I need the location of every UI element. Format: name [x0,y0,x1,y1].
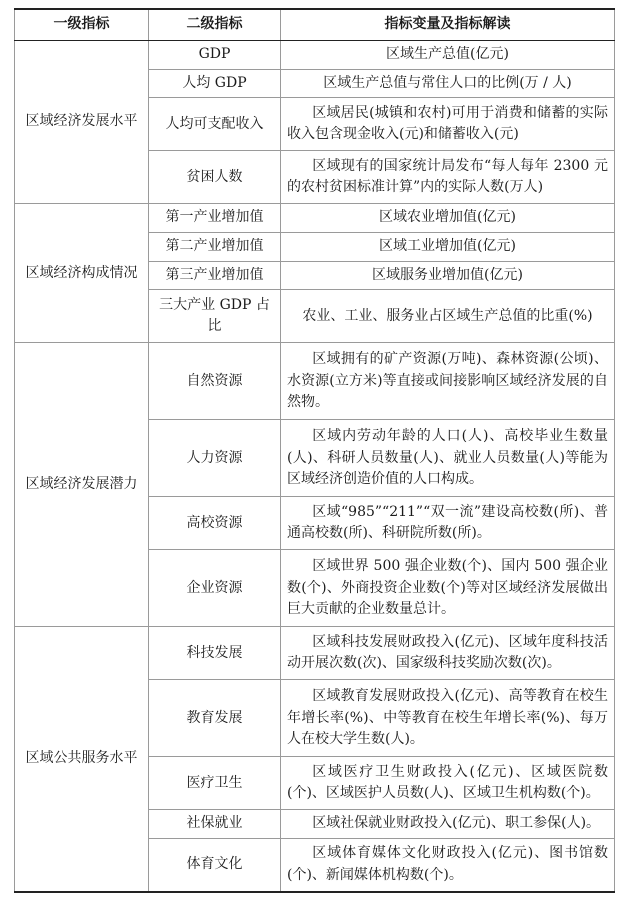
sub-indicator: 贫困人数 [149,151,281,204]
indicator-description: 区域拥有的矿产资源(万吨)、森林资源(公顷)、水资源(立方米)等直接或间接影响区域经济发展的自然物。 [281,343,615,420]
sub-indicator: 教育发展 [149,680,281,757]
table-row [15,627,615,680]
sub-indicator: 企业资源 [149,550,281,627]
indicator-description: 区域农业增加值(亿元) [281,204,615,233]
sub-indicator: 自然资源 [149,343,281,420]
indicator-description: 区域“985”“211”“双一流”建设高校数(所)、普通高校数(所)、科研院所数(所)。 [281,497,615,550]
indicator-description: 区域生产总值(亿元) [281,41,615,70]
sub-indicator: 三大产业 GDP 占比 [149,290,281,343]
sub-indicator: 人均可支配收入 [149,98,281,151]
sub-indicator: 高校资源 [149,497,281,550]
header-description: 指标变量及指标解读 [281,9,615,41]
indicator-description: 区域工业增加值(亿元) [281,233,615,262]
header-level2: 二级指标 [149,9,281,41]
table-row [15,343,615,420]
sub-indicator: 第二产业增加值 [149,233,281,262]
sub-indicator: 第一产业增加值 [149,204,281,233]
group-name: 区域经济发展潜力 [15,343,149,627]
group-name: 区域经济构成情况 [15,204,149,343]
sub-indicator: 社保就业 [149,810,281,839]
indicator-description: 区域社保就业财政投入(亿元)、职工参保(人)。 [281,810,615,839]
group-name: 区域公共服务水平 [15,627,149,892]
indicator-description: 区域服务业增加值(亿元) [281,261,615,290]
sub-indicator: 人力资源 [149,420,281,497]
header-level1: 一级指标 [15,9,149,41]
indicator-description: 区域生产总值与常住人口的比例(万 / 人) [281,69,615,98]
table-row [15,41,615,70]
indicator-description: 区域医疗卫生财政投入(亿元)、区域医院数(个)、区域医护人员数(人)、区域卫生机构数(个)。 [281,757,615,810]
indicator-description: 区域世界 500 强企业数(个)、国内 500 强企业数(个)、外商投资企业数(个)等对区域经济发展做出巨大贡献的企业数量总计。 [281,550,615,627]
indicator-description: 区域居民(城镇和农村)可用于消费和储蓄的实际收入包含现金收入(元)和储蓄收入(元) [281,98,615,151]
header-row [15,9,615,41]
sub-indicator: GDP [149,41,281,70]
group-name: 区域经济发展水平 [15,41,149,204]
indicator-table-container [14,8,614,893]
sub-indicator: 医疗卫生 [149,757,281,810]
sub-indicator: 科技发展 [149,627,281,680]
table-row [15,204,615,233]
sub-indicator: 人均 GDP [149,69,281,98]
indicator-description: 区域体育媒体文化财政投入(亿元)、图书馆数(个)、新闻媒体机构数(个)。 [281,839,615,893]
sub-indicator: 体育文化 [149,839,281,893]
indicator-description: 区域内劳动年龄的人口(人)、高校毕业生数量(人)、科研人员数量(人)、就业人员数量(人)等能为区域经济创造价值的人口构成。 [281,420,615,497]
indicator-description: 区域教育发展财政投入(亿元)、高等教育在校生年增长率(%)、中等教育在校生年增长率(%)、每万人在校大学生数(人)。 [281,680,615,757]
sub-indicator: 第三产业增加值 [149,261,281,290]
indicator-description: 区域科技发展财政投入(亿元)、区域年度科技活动开展次数(次)、国家级科技奖励次数(次)。 [281,627,615,680]
indicator-description: 农业、工业、服务业占区域生产总值的比重(%) [281,290,615,343]
indicator-description: 区域现有的国家统计局发布“每人每年 2300 元的农村贫困标准计算”内的实际人数(万人) [281,151,615,204]
indicator-table [14,8,615,893]
